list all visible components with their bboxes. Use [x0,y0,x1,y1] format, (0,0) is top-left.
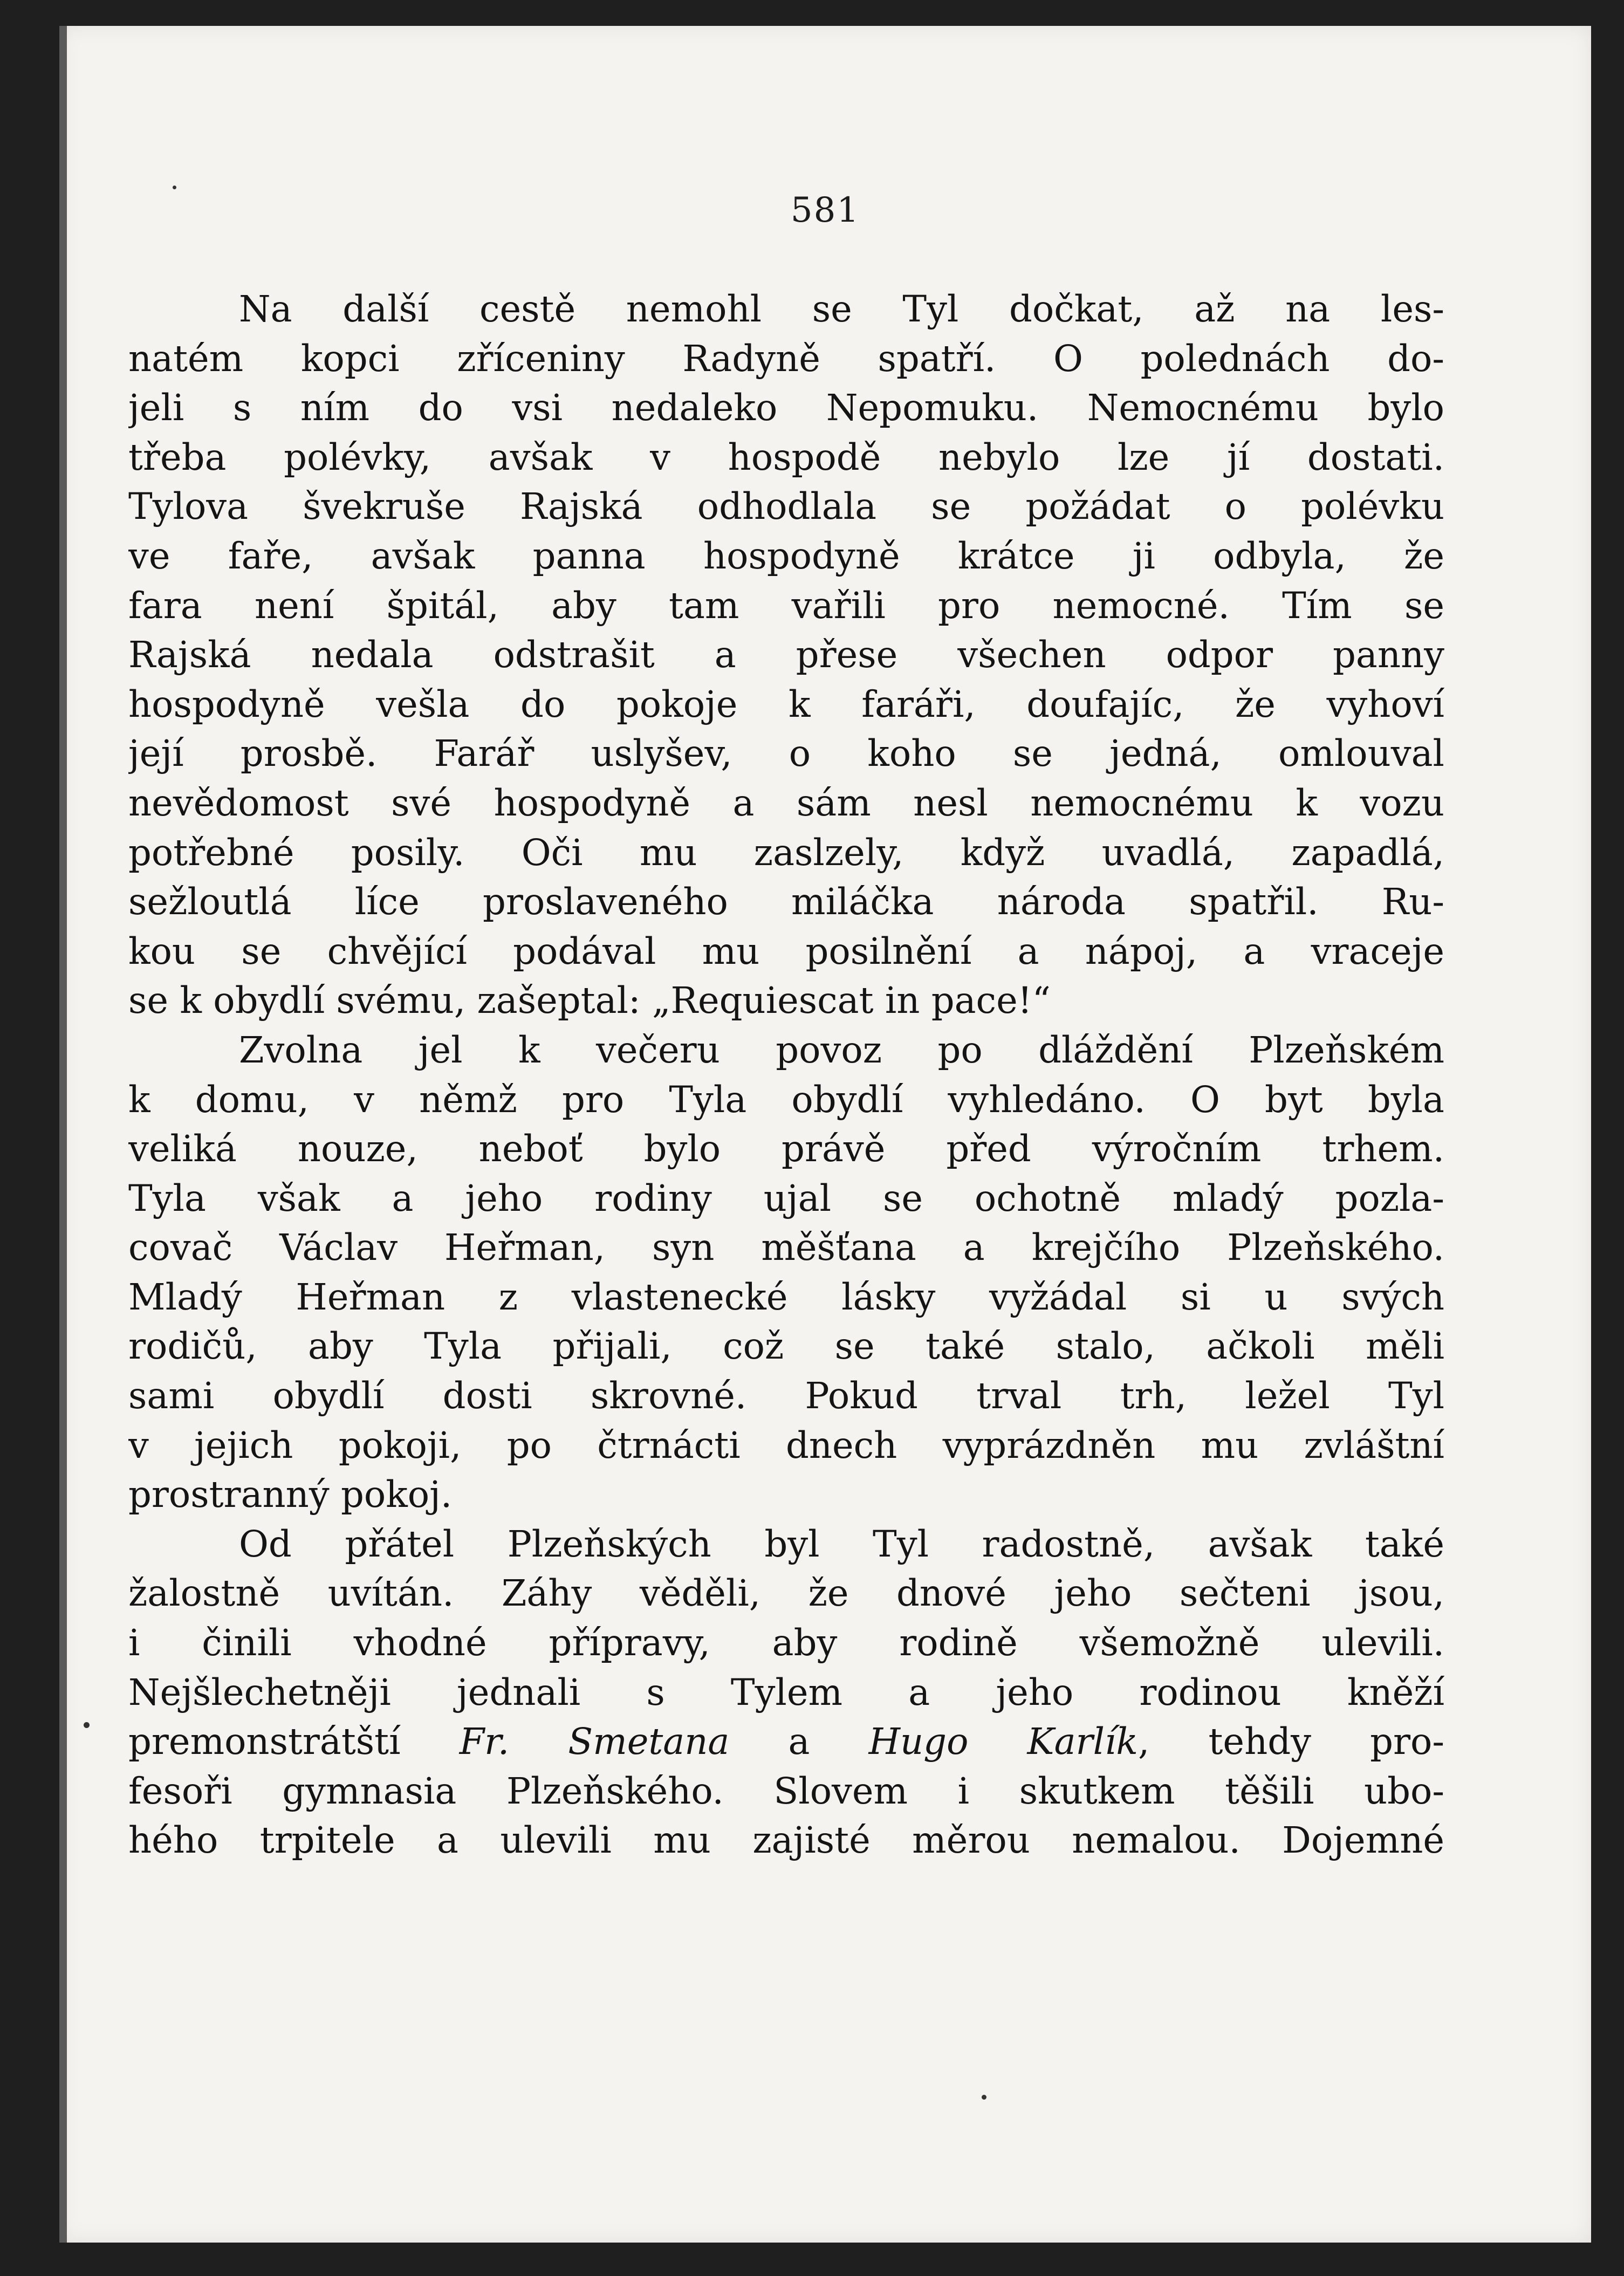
author-name: Hugo Karlík [868,1720,1139,1763]
text-line: žalostně uvítán. Záhy věděli, že dnové jeho sečteni jsou, [128,1572,1444,1615]
body-text [128,285,1444,1866]
text-line: rodičů, aby Tyla přijali, což se také stalo, ačkoli měli [128,1325,1444,1368]
text-line: covač Václav Heřman, syn měšťana a krejčího Plzeňského. [128,1226,1444,1269]
text-line: Rajská nedala odstrašit a přese všechen odpor panny [128,634,1444,676]
text-line: Mladý Heřman z vlastenecké lásky vyžádal si u svých [128,1276,1444,1318]
text-line: třeba polévky, avšak v hospodě nebylo lze jí dostati. [128,436,1444,478]
text-line: i činili vhodné přípravy, aby rodině všemožně ulevili. [128,1622,1444,1664]
text-line: hého trpitele a ulevili mu zajisté měrou nemalou. Dojemné [128,1819,1444,1862]
author-name: Fr. Smetana [459,1720,730,1763]
text-line: nevědomost své hospodyně a sám nesl nemocnému k vozu [128,781,1444,824]
page-number: 581 [790,190,860,230]
text-line: hospodyně vešla do pokoje k faráři, doufajíc, že vyhoví [128,683,1444,725]
page-binding-edge [59,26,67,2243]
ink-speck [173,186,176,189]
text-fragment: a [729,1720,869,1763]
ink-speck [982,2095,986,2100]
text-line: prostranný pokoj. [128,1473,453,1516]
text-line: sežloutlá líce proslaveného miláčka národa spatřil. Ru- [128,881,1444,923]
text-line: jeli s ním do vsi nedaleko Nepomuku. Nemocnému bylo [128,387,1444,429]
ink-speck [84,1722,90,1728]
text-line: Od přátel Plzeňských byl Tyl radostně, avšak také [239,1523,1444,1565]
book-page [59,26,1591,2243]
text-line: v jejich pokoji, po čtrnácti dnech vyprázdněn mu zvláštní [128,1424,1444,1466]
text-line: fesoři gymnasia Plzeňského. Slovem i skutkem těšili ubo- [128,1770,1444,1812]
text-line: Tyla však a jeho rodiny ujal se ochotně mladý pozla- [128,1177,1444,1219]
text-line: natém kopci zříceniny Radyně spatří. O polednách do- [128,337,1444,380]
text-line: sami obydlí dosti skrovné. Pokud trval trh, ležel Tyl [128,1375,1444,1417]
text-line: potřebné posily. Oči mu zaslzely, když uvadlá, zapadlá, [128,831,1444,874]
text-fragment: , tehdy pro- [1138,1720,1444,1763]
text-line: Nejšlechetněji jednali s Tylem a jeho rodinou kněží [128,1671,1444,1713]
text-line: Zvolna jel k večeru povoz po dláždění Plzeňském [239,1029,1444,1071]
text-line: její prosbě. Farář uslyšev, o koho se jedná, omlouval [128,732,1444,775]
text-fragment: premonstrátští [128,1720,460,1763]
text-line: se k obydlí svému, zašeptal: „Requiescat in pace!“ [128,979,1051,1022]
text-line: ve faře, avšak panna hospodyně krátce ji odbyla, že [128,534,1444,577]
text-line [128,1717,1444,1767]
text-line: veliká nouze, neboť bylo právě před výročním trhem. [128,1128,1444,1170]
text-line: k domu, v němž pro Tyla obydlí vyhledáno. O byt byla [128,1078,1444,1121]
text-line: Tylova švekruše Rajská odhodlala se požádat o polévku [128,485,1444,528]
text-line: Na další cestě nemohl se Tyl dočkat, až na les- [239,288,1444,330]
text-line: kou se chvějící podával mu posilnění a nápoj, a vraceje [128,930,1444,972]
text-line: fara není špitál, aby tam vařili pro nemocné. Tím se [128,584,1444,627]
